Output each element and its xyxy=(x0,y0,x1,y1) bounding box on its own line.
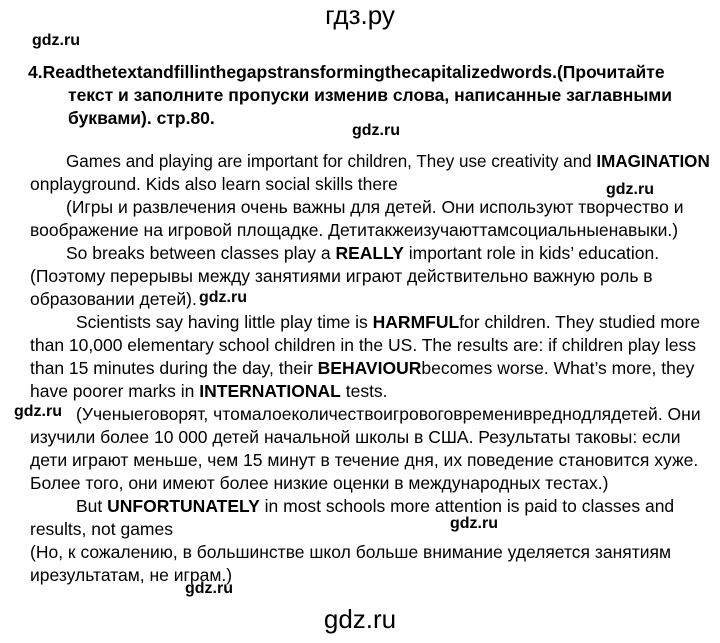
task-title-line2: текст и заполните пропуски изменив слова, написанные заглавными xyxy=(68,85,672,105)
watermark: gdz.ru xyxy=(450,515,498,532)
task-title-line3: буквами). стр.80. xyxy=(68,108,215,128)
site-footer: gdz.ru xyxy=(323,604,397,634)
para3-ru-line1: (Ученыеговорят, чтомалоеколичествоигровоговремениврeднодлядетей. Они xyxy=(76,404,701,424)
para1-ru-line1: (Игры и развлечения очень важны для детей. Они используют творчество и xyxy=(66,197,684,217)
para3-ru-line2: изучили более 10 000 детей начальной школы в США. Результаты таковы: если xyxy=(30,427,681,447)
para3-ru-line4: Более того, они имеют более низкие оценки в международных тестах.) xyxy=(30,473,609,493)
keyword-unfortunately: UNFORTUNATELY xyxy=(107,496,260,516)
keyword-imagination: IMAGINATION xyxy=(596,151,710,171)
para3-line4: have poorer marks in INTERNATIONAL tests. xyxy=(30,381,388,401)
watermark: gdz.ru xyxy=(14,403,62,420)
watermark: gdz.ru xyxy=(606,181,654,198)
keyword-really: REALLY xyxy=(335,243,404,263)
para4-ru-line1: (Но, к сожалению, в большинстве школ больше внимание уделяется занятиям xyxy=(30,542,672,562)
task-title-line1: 4.Readthetextandfillinthegapstransformingthecapitalizedwords.(Прочитайте xyxy=(28,62,665,82)
para1-ru-line2: воображение на игровой площадке. Детитакжеизучаюттамсоциальныенавыки.) xyxy=(30,220,679,240)
para2-ru-line2: образовании детей). xyxy=(30,289,197,309)
para2-line1: So breaks between classes play a REALLY important role in kids’ education. xyxy=(66,243,660,263)
para1-line2: onplayground. Kids also learn social skills there xyxy=(30,174,398,194)
para2-ru-line1: (Поэтому перерывы между занятиями играют действительно важную роль в xyxy=(30,266,653,286)
watermark: gdz.ru xyxy=(185,580,233,597)
keyword-harmful: HARMFUL xyxy=(372,312,460,332)
para3-line3: than 15 minutes during the day, their BEHAVIOURbecomes worse. What’s more, they xyxy=(30,358,695,378)
para3-line1: Scientists say having little play time is HARMFULfor children. They studied more xyxy=(76,312,701,332)
para4-line2: results, not games xyxy=(30,519,173,539)
site-header: гдз.ру xyxy=(325,0,395,30)
para3-ru-line3: дети играют меньше, чем 15 минут в течение дня, их поведение становится хуже. xyxy=(30,450,699,470)
watermark: gdz.ru xyxy=(199,289,247,306)
watermark: gdz.ru xyxy=(352,122,400,139)
para1-line1: Games and playing are important for children, They use creativity and IMAGINATION xyxy=(66,151,710,171)
para4-ru-line2: ирезультатам, не играм.) xyxy=(30,565,233,585)
watermark: gdz.ru xyxy=(32,32,80,49)
para4-line1: But UNFORTUNATELY in most schools more attention is paid to classes and xyxy=(76,496,675,516)
keyword-behaviour: BEHAVIOUR xyxy=(317,358,422,378)
keyword-international: INTERNATIONAL xyxy=(199,381,341,401)
para3-line2: than 10,000 elementary school children in the US. The results are: if children play less xyxy=(30,335,697,355)
